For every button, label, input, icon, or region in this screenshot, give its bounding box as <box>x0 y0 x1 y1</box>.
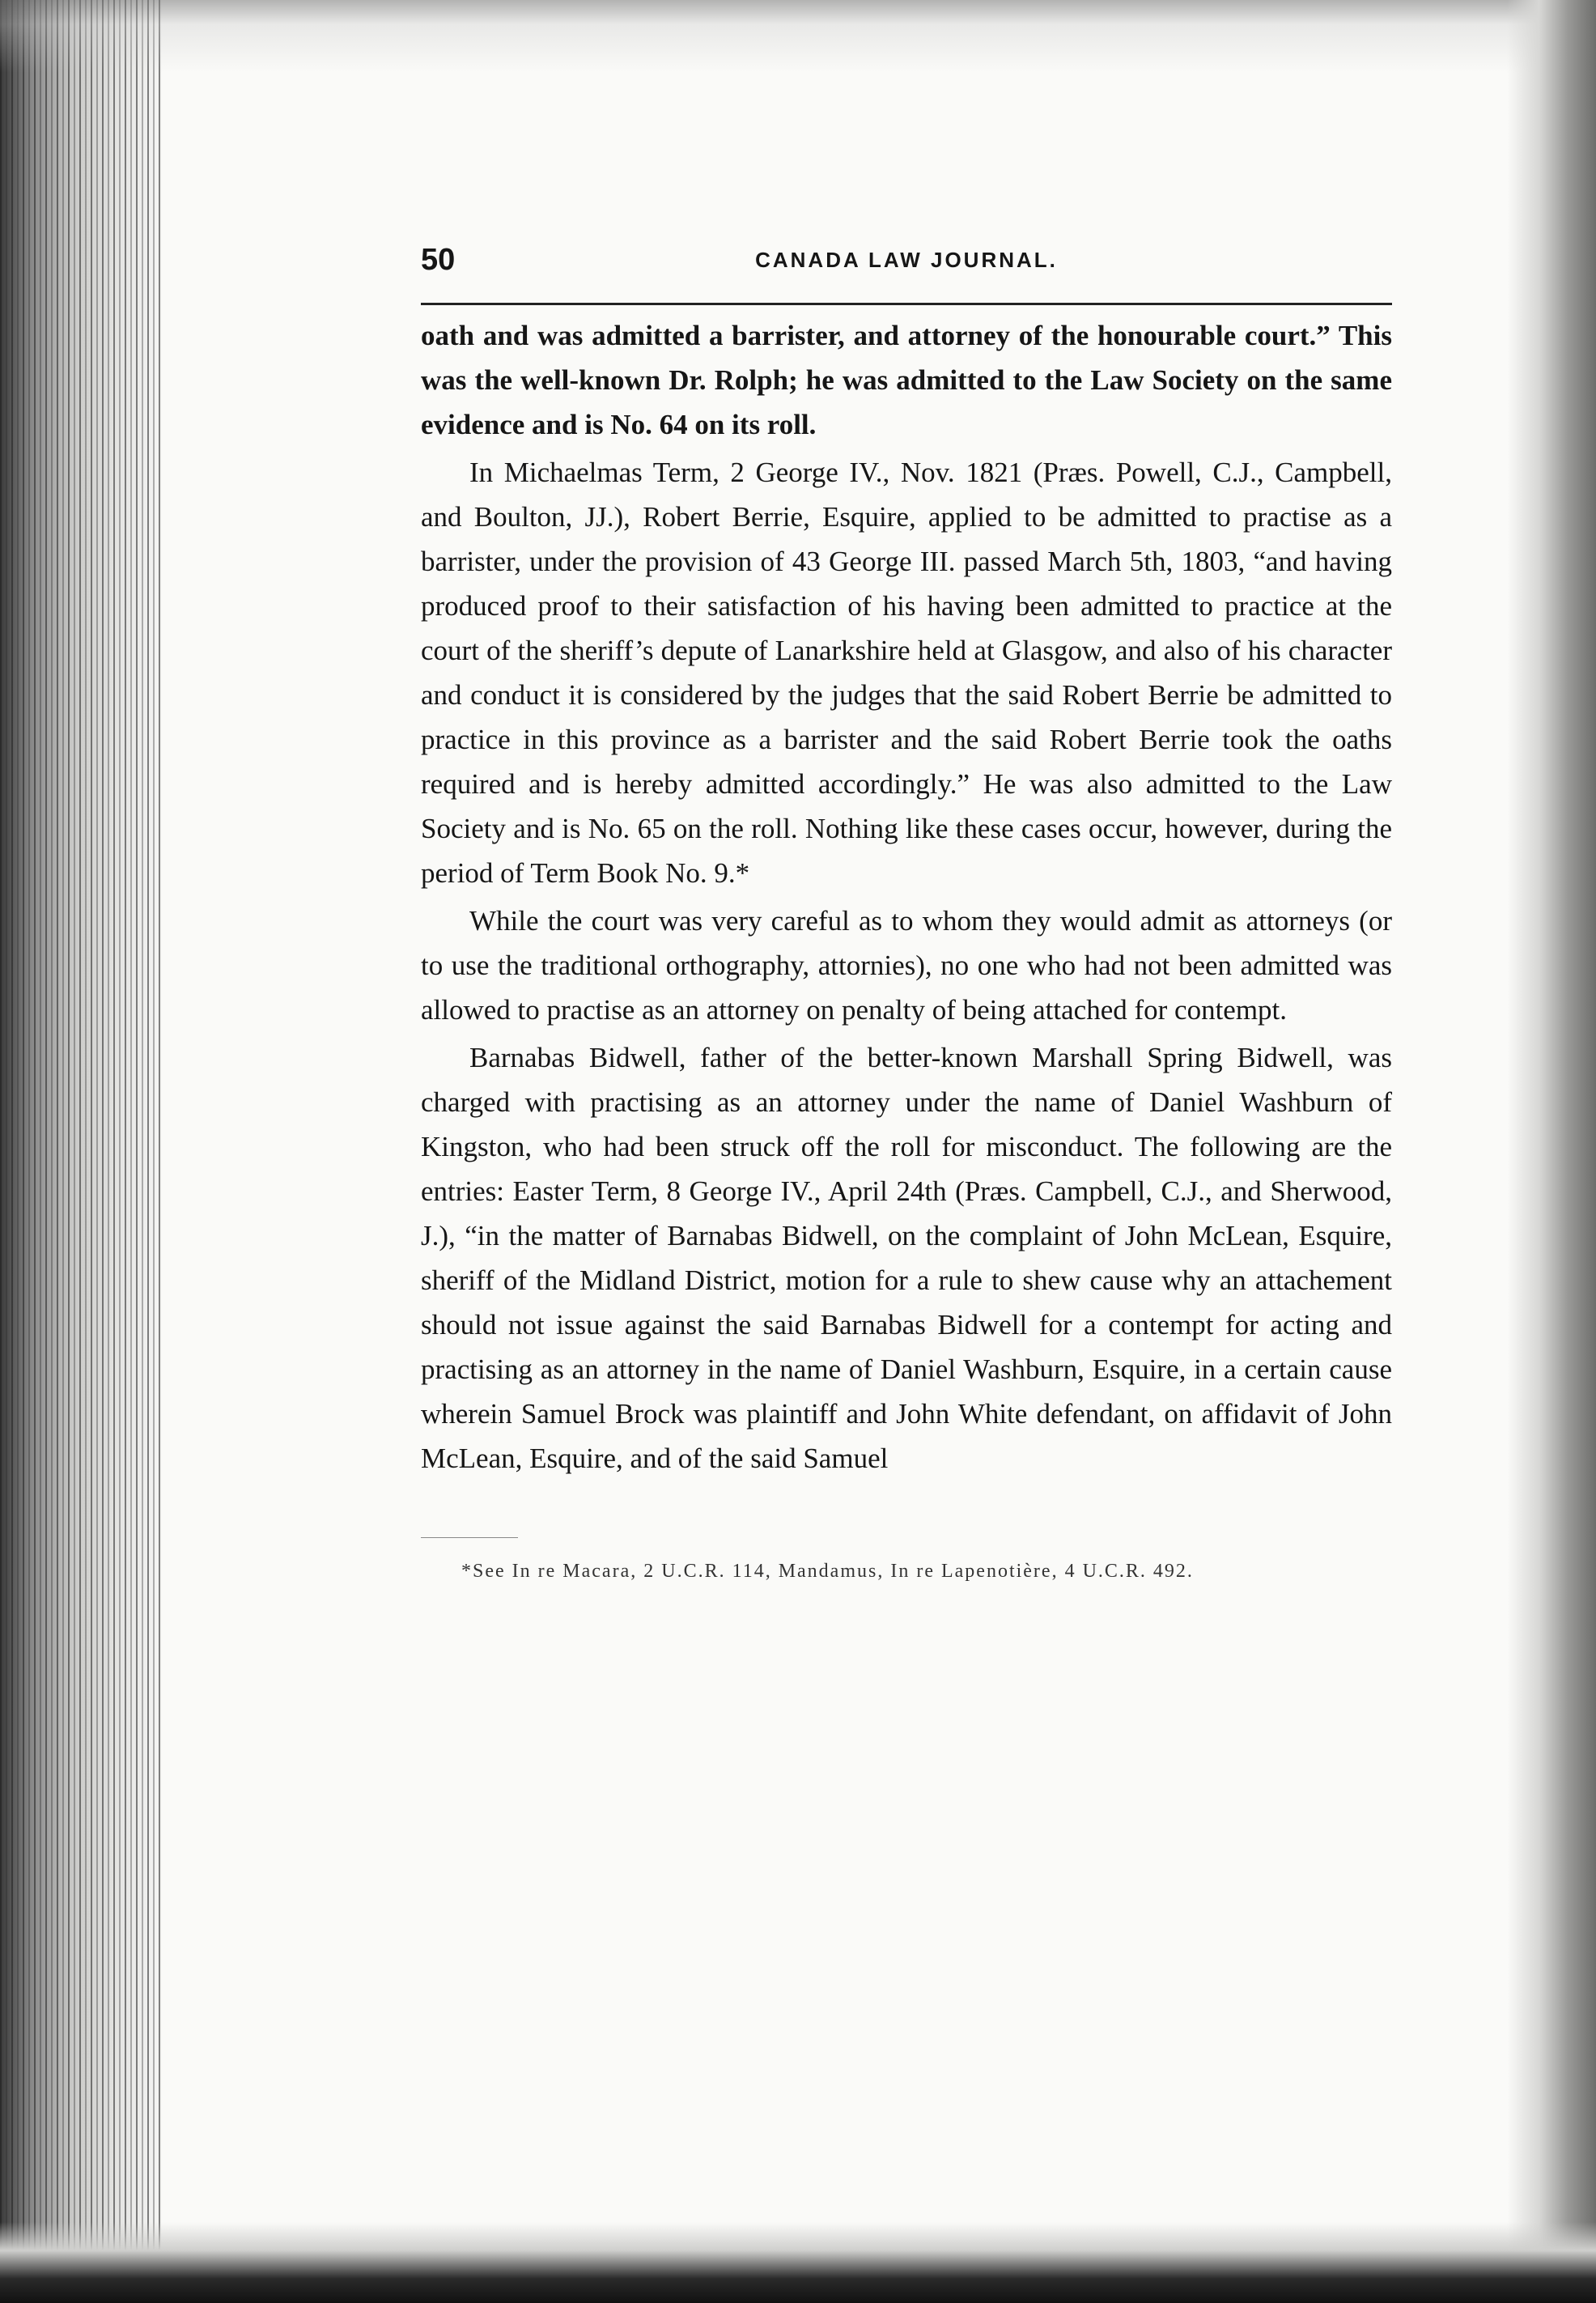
paragraph-attorneys: While the court was very careful as to whom they would admit as attorneys (or to use the traditional orthography, attornies), no one who had not been admitted was allowed to practise as an attorney on penalty of being attached for contempt. <box>421 905 1392 1026</box>
paragraph-rolph: oath and was admitted a barrister, and attorney of the honourable court.” This was the well-known Dr. Rolph; he was admitted to the Law Society on the same evidence and is No. 64 on its roll. <box>421 320 1392 440</box>
scan-shadow-top <box>0 0 1596 73</box>
running-head <box>421 243 1392 291</box>
paragraph-bidwell: Barnabas Bidwell, father of the better-known Marshall Spring Bidwell, was charged with practising as an attorney under the name of Daniel Washburn of Kingston, who had been struck off the roll for misconduct. The following are the entries: Easter Term, 8 George IV., April 24th (Præs. Campbell, C.J., and Sherwood, J.), “in the matter of Barnabas Bidwell, on the complaint of John McLean, Esquire, sheriff of the Midland District, motion for a rule to shew cause why an attachement should not issue against the said Barnabas Bidwell for a contempt for acting and practising as an attorney in the name of Daniel Washburn, Esquire, in a certain cause wherein Samuel Brock was plaintiff and John White defendant, on affidavit of John McLean, Esquire, and of the said Samuel <box>421 1042 1392 1474</box>
header-rule <box>421 303 1392 305</box>
journal-page <box>421 243 1392 1604</box>
page-number: 50 <box>421 243 456 277</box>
scan-gutter-left <box>0 0 162 2303</box>
paragraph-berrie: In Michaelmas Term, 2 George IV., Nov. 1821 (Præs. Powell, C.J., Campbell, and Boulton, JJ.), Robert Berrie, Esquire, applied to be admitted to practise as a barrister, under the provision of 43 George III. passed March 5th, 1803, “and having produced proof to their satisfaction of his having been admitted to practice at the court of the sheriff’s depute of Lanarkshire held at Glasgow, and also of his character and conduct it is considered by the judges that the said Robert Berrie be admitted to practice in this province as a barrister and the said Robert Berrie took the oaths required and is hereby admitted accordingly.” He was also admitted to the Law Society and is No. 65 on the roll. Nothing like these cases occur, however, during the period of Term Book No. 9.* <box>421 457 1392 889</box>
footnote-rule <box>421 1537 518 1538</box>
scan-frame-right <box>1507 0 1596 2303</box>
footnote: *See In re Macara, 2 U.C.R. 114, Mandamus, In re Lapenotière, 4 U.C.R. 492. <box>461 1561 1194 1582</box>
scan-frame-bottom <box>0 2222 1596 2303</box>
body-text <box>421 313 1392 1481</box>
journal-title: CANADA LAW JOURNAL. <box>755 248 1058 272</box>
